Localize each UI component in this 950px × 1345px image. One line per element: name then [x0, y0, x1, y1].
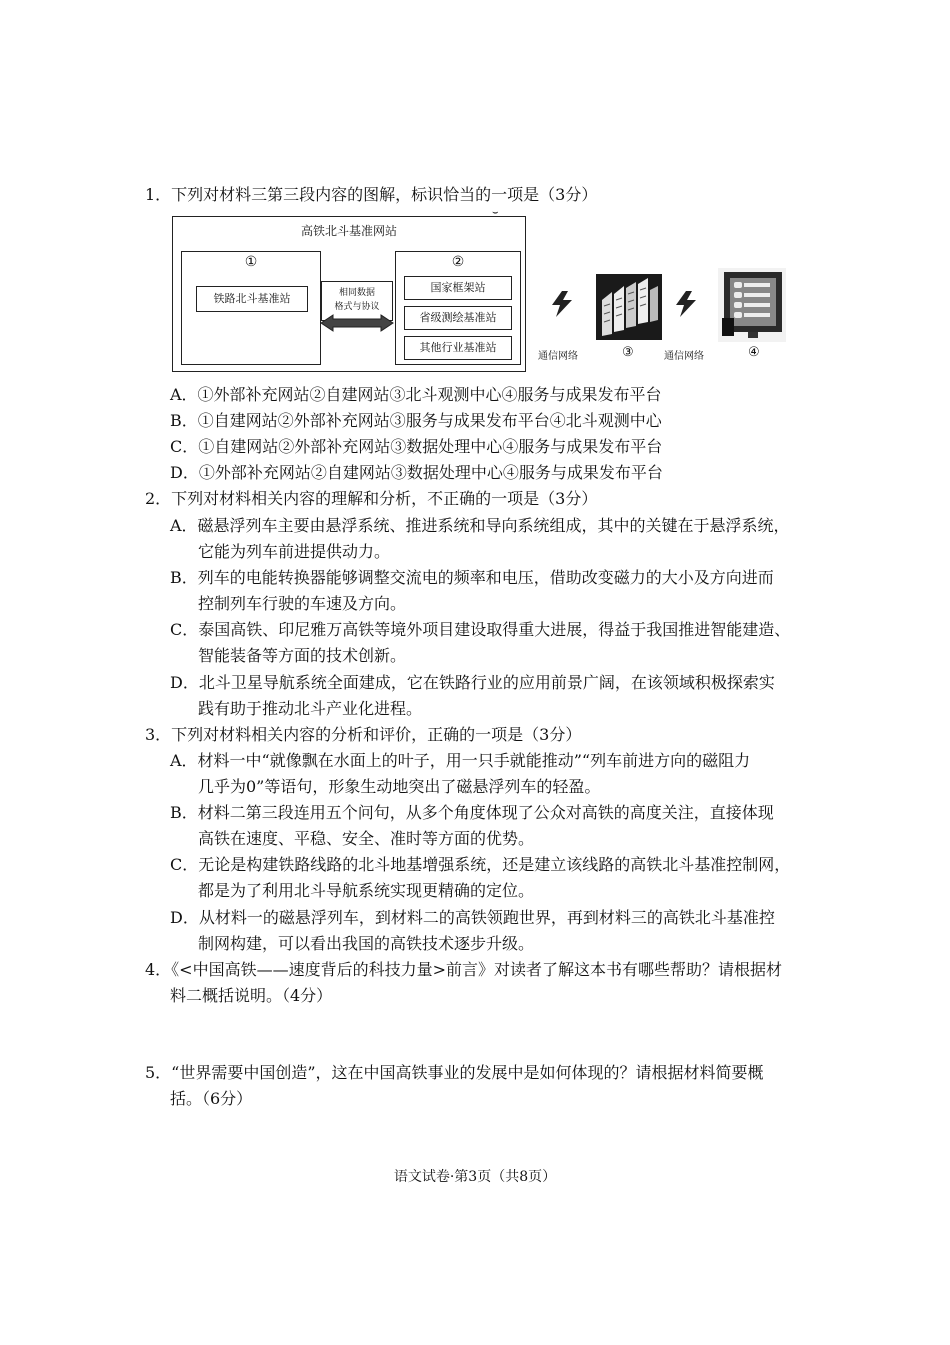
q2-option-c-cont: 智能装备等方面的技术创新。 — [198, 646, 407, 665]
question-2-stem: 2．下列对材料相关内容的理解和分析，不正确的一项是（3分） — [145, 489, 598, 508]
protocol-line-1: 相同数据 — [338, 288, 375, 298]
beidou-network-diagram — [172, 216, 772, 376]
q2-option-c: C．泰国高铁、印尼雅万高铁等境外项目建设取得重大进展，得益于我国推进智能建造、 — [170, 620, 791, 639]
q3-option-b-cont: 高铁在速度、平稳、安全、准时等方面的优势。 — [198, 829, 535, 848]
q1-option-a: A．①外部补充网站②自建网站③北斗观测中心④服务与成果发布平台 — [170, 385, 662, 404]
q2-option-d: D．北斗卫星导航系统全面建成，它在铁路行业的应用前景广阔，在该领域积极探索实 — [170, 673, 775, 692]
q3-option-a-cont: 几乎为0”等语句，形象生动地突出了磁悬浮列车的轻盈。 — [198, 777, 601, 796]
lightning-bolt-icon — [548, 290, 574, 318]
monitor-display-icon — [718, 268, 786, 342]
question-5-stem: 5．“世界需要中国创造”，这在中国高铁事业的发展中是如何体现的？请根据材料简要概 — [145, 1063, 764, 1082]
q3-option-c: C．无论是构建铁路线路的北斗地基增强系统，还是建立该线路的高铁北斗基准控制网， — [170, 855, 791, 874]
box-1-marker: ① — [244, 254, 258, 270]
network-label-2: 通信网络 — [664, 351, 704, 362]
marker-3: ③ — [622, 345, 634, 360]
box-2-item-1: 国家框架站 — [404, 276, 512, 300]
question-1-stem: 1．下列对材料三第三段内容的图解，标识恰当的一项是（3分） — [145, 185, 598, 204]
box-1-item: 铁路北斗基准站 — [196, 286, 308, 312]
diagram-box-1 — [181, 251, 321, 365]
q3-option-c-cont: 都是为了利用北斗导航系统实现更精确的定位。 — [198, 881, 535, 900]
q3-option-a: A．材料一中“就像飘在水面上的叶子，用一只手就能推动”“列车前进方向的磁阻力 — [170, 751, 751, 770]
page-footer: 语文试卷·第3页（共8页） — [393, 1169, 557, 1185]
q2-option-a-cont: 它能为列车前进提供动力。 — [198, 542, 391, 561]
box-2-item-2: 省级测绘基准站 — [404, 306, 512, 330]
emphasis-mark: ⌣ — [492, 207, 499, 218]
q1-option-c: C．①自建网站②外部补充网站③数据处理中心④服务与成果发布平台 — [170, 437, 663, 456]
q2-option-a: A．磁悬浮列车主要由悬浮系统、推进系统和导向系统组成，其中的关键在于悬浮系统， — [170, 516, 790, 535]
q1-option-d: D．①外部补充网站②自建网站③数据处理中心④服务与成果发布平台 — [170, 463, 663, 482]
question-5-stem-cont: 括。（6分） — [170, 1089, 253, 1108]
q2-option-d-cont: 践有助于推动北斗产业化进程。 — [198, 699, 423, 718]
q3-option-d-cont: 制网构建，可以看出我国的高铁技术逐步升级。 — [198, 934, 535, 953]
q2-option-b-cont: 控制列车行驶的车速及方向。 — [198, 594, 407, 613]
lightning-bolt-icon — [672, 290, 698, 318]
q2-option-b: B．列车的电能转换器能够调整交流电的频率和电压，借助改变磁力的大小及方向进而 — [170, 568, 774, 587]
q1-option-b: B．①自建网站②外部补充网站③服务与成果发布平台④北斗观测中心 — [170, 411, 662, 430]
marker-4: ④ — [748, 345, 760, 360]
diagram-box-2 — [395, 251, 521, 365]
question-3-stem: 3．下列对材料相关内容的分析和评价，正确的一项是（3分） — [145, 725, 582, 744]
diagram-outer-box — [172, 216, 526, 372]
box-2-item-3: 其他行业基准站 — [404, 336, 512, 360]
protocol-line-2: 格式与协议 — [334, 302, 380, 312]
diagram-outer-title: 高铁北斗基准网站 — [300, 224, 397, 238]
network-label-1: 通信网络 — [538, 351, 578, 362]
server-cluster-icon — [596, 274, 662, 340]
double-arrow-icon — [319, 313, 395, 333]
q3-option-b: B．材料二第三段连用五个问句，从多个角度体现了公众对高铁的高度关注，直接体现 — [170, 803, 774, 822]
box-2-marker: ② — [451, 254, 465, 270]
question-4-stem-cont: 料二概括说明。（4分） — [170, 986, 333, 1005]
q3-option-d: D．从材料一的磁悬浮列车，到材料二的高铁领跑世界，再到材料三的高铁北斗基准控 — [170, 908, 775, 927]
question-4-stem: 4．《<中国高铁——速度背后的科技力量>前言》对读者了解这本书有哪些帮助？请根据材 — [145, 960, 782, 979]
